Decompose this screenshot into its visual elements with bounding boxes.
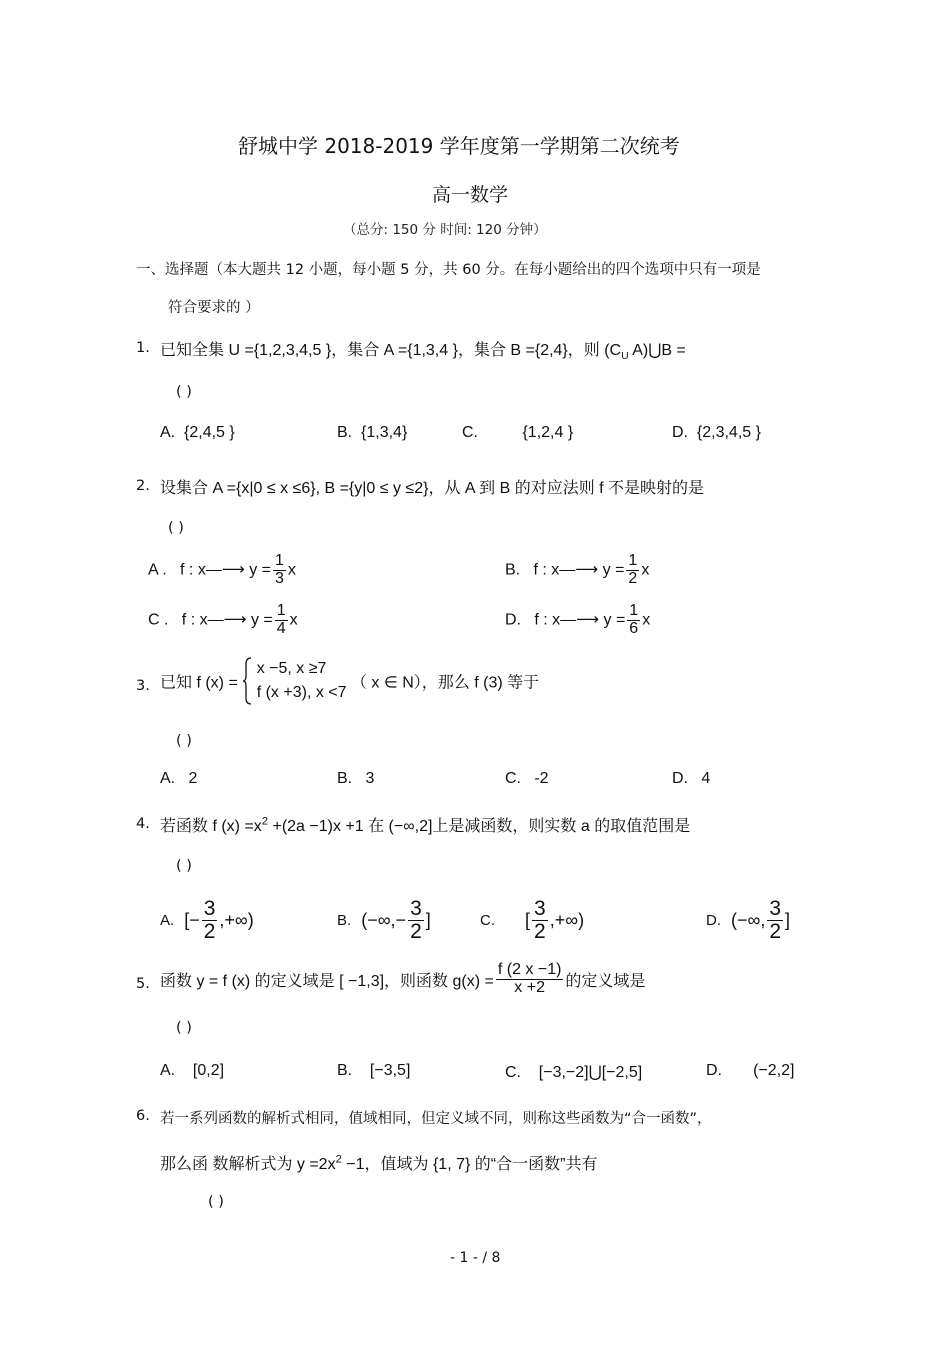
q2-option-a[interactable]: A . f : x—⟶ y = $\frac{1}{3}$ x (148, 552, 296, 587)
question-6-number: 6. (136, 1108, 150, 1124)
question-1-answer-blank[interactable]: ( ) (176, 384, 192, 400)
question-4-number: 4. (136, 816, 150, 832)
q3-option-d[interactable]: D. 4 (672, 770, 711, 787)
question-4-stem: 若函数 f $(x) =x^2 +(2a -1)x +1$ 在 (−∞,2]上是减函数，则实数 a 的取值范围是 (160, 815, 691, 835)
question-4-answer-blank[interactable]: ( ) (176, 858, 192, 874)
question-3-stem: 已知 f (x) = x −5, x ≥7 f (x +3), x <7 （ x ∈ N），那么 f (3) 等于 (160, 656, 539, 706)
q1-option-c[interactable]: C. {1,2,4 } (462, 424, 574, 441)
q3-option-c[interactable]: C. -2 (505, 770, 549, 787)
q5-option-c[interactable]: C. [−3,−2]⋃[−2,5] (505, 1064, 643, 1081)
question-2-stem: 设集合 A ={x|0 ≤ x ≤6}, B ={y|0 ≤ y ≤2}，从 A 到 B 的对应法则 f 不是映射的是 (160, 480, 705, 497)
q5-option-d[interactable]: D. (−2,2] (706, 1062, 795, 1079)
q2-option-b[interactable]: B. f : x—⟶ y = $\frac{1}{2}$ x (505, 552, 650, 587)
piecewise-case-2: f (x +3), x <7 (256, 684, 347, 701)
question-5-answer-blank[interactable]: ( ) (176, 1020, 192, 1036)
q4-option-d[interactable]: D. (−∞, $\frac{3}{2}$ ] (706, 897, 791, 944)
piecewise-case-1: x −5, x ≥7 (256, 660, 327, 677)
left-brace-icon (242, 656, 252, 706)
q1-option-a[interactable]: A. {2,4,5 } (160, 424, 235, 441)
q1-option-d[interactable]: D. {2,3,4,5 } (672, 424, 761, 441)
question-5-number: 5. (136, 976, 150, 992)
q4-option-c[interactable]: C. [ $\frac{3}{2}$ ,+∞) (480, 897, 585, 944)
question-6-answer-blank[interactable]: ( ) (208, 1194, 224, 1210)
question-6-line-2: 那么函 数解析式为 $y =2x^2 -1$，值域为 {1, 7} 的“合一函数”共有 (160, 1153, 598, 1173)
page-number: - 1 - / 8 (450, 1250, 501, 1266)
subject-title: 高一数学 (432, 184, 509, 206)
question-5-stem: 函数 y = f (x) 的定义域是 [ −1,3]，则函数 g(x) = $\frac{f (2 x -1)}{x +2}$ 的定义域是 (160, 961, 646, 996)
question-3-number: 3. (136, 678, 150, 694)
q1-option-b[interactable]: B. {1,3,4} (337, 424, 408, 441)
section-heading: 一、选择题（本大题共 12 小题，每小题 5 分，共 60 分。在每小题给出的四个选项中只有一项是 (136, 262, 761, 278)
q4-option-b[interactable]: B. (−∞,− $\frac{3}{2}$ ] (337, 897, 431, 944)
q2-option-d[interactable]: D. f : x—⟶ y = $\frac{1}{6}$ x (505, 602, 651, 637)
q5-option-a[interactable]: A. [0,2] (160, 1062, 225, 1079)
question-1-stem: 已知全集 U ={1,2,3,4,5 }，集合 A ={1,3,4 }，集合 B ={2,4}，则 ($C_U$ A)⋃B = (160, 342, 686, 363)
section-heading-cont: 符合要求的 ） (168, 300, 260, 316)
q5-option-b[interactable]: B. [−3,5] (337, 1062, 411, 1079)
q3-option-a[interactable]: A. 2 (160, 770, 198, 787)
q2-option-c[interactable]: C . f : x—⟶ y = $\frac{1}{4}$ x (148, 602, 298, 637)
question-2-number: 2. (136, 478, 150, 494)
page-title: 舒城中学 2018-2019 学年度第一学期第二次统考 (238, 134, 680, 158)
q3-option-b[interactable]: B. 3 (337, 770, 375, 787)
exam-info: （总分: 150 分 时间: 120 分钟） (343, 222, 547, 238)
piecewise-brace (242, 656, 252, 706)
question-2-answer-blank[interactable]: ( ) (168, 520, 184, 536)
question-1-number: 1. (136, 340, 150, 356)
question-6-line-1: 若一系列函数的解析式相同，值域相同，但定义域不同，则称这些函数为“合一函数”， (160, 1111, 712, 1127)
q4-option-a[interactable]: A. [− $\frac{3}{2}$ ,+∞) (160, 897, 254, 944)
question-3-answer-blank[interactable]: ( ) (176, 733, 192, 749)
